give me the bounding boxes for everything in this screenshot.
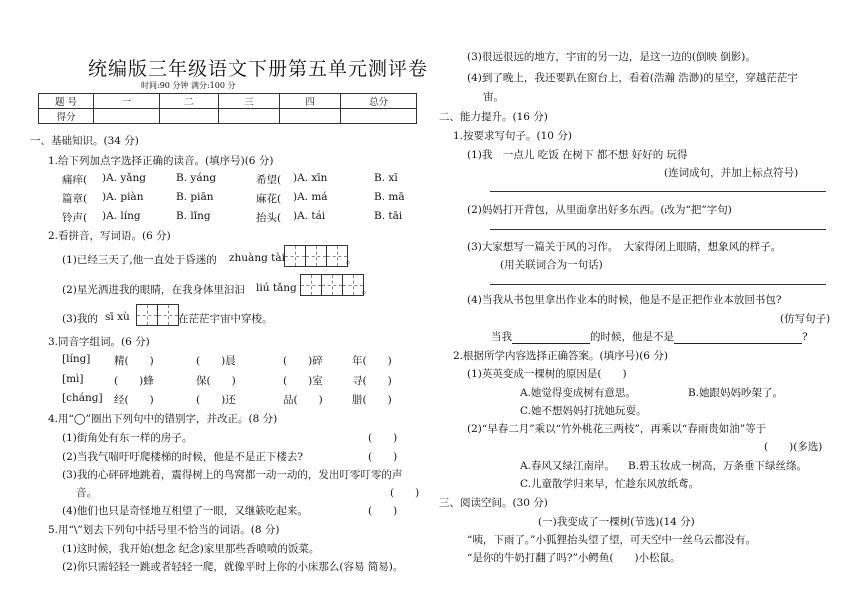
option: B. lǐng [176,210,211,222]
blank-word: 精( ) [114,355,154,367]
answer-line[interactable] [490,191,826,192]
instruction: ( )(多选) [764,441,823,453]
option: C.儿童散学归来早，忙趁东风放纸鸢。 [520,478,699,490]
question-title: 2.看拼音，写词语。(6 分) [48,230,171,242]
option: )A. piàn [102,191,144,203]
pinyin: zhuàng tài [229,252,285,264]
answer-line[interactable] [490,229,826,230]
blank-word: 经( ) [114,394,154,406]
passage-paragraph: “咦，下雨了。”小狐狸抬头望了望，可天空中一丝乌云都没有。 [467,534,756,546]
sentence: 音。 [76,487,97,499]
word: 痛痒( [62,174,88,186]
writing-box[interactable] [136,304,158,326]
answer-paren[interactable]: ( ) [390,487,420,499]
sentence: (2)你只需轻轻一跳或者轻轻一爬，就像平时上你的小床那么(容易 简易)。 [62,561,404,573]
word: 铃声( [62,212,88,224]
punct: 。 [346,254,357,266]
pinyin: sī xù [105,311,130,323]
sentence: (3)我的心砰砰地跳着，震得树上的鸟窝都一动一动的，发出叮零叮零的声 [62,469,403,481]
option: )A. tái [293,210,326,222]
option: B.她跟妈妈吵架了。 [688,387,784,399]
sentence: (1)这时候，我开始(想念 纪念)家里那些香喷喷的饭菜。 [62,543,320,555]
blank-word: 保( ) [196,375,236,387]
sentence: 宙。 [483,91,504,103]
writing-box[interactable] [284,245,306,267]
score-table [38,93,417,124]
option: B. xī [374,172,398,184]
passage-title: (一)我变成了一棵树(节选)(14 分) [538,516,695,528]
option: B. tāi [374,210,403,222]
sentence: (2)当我气喘吁吁爬楼梯的时候，他是不是正下楼去? [62,451,304,463]
score-row-label: 得分 [39,109,94,124]
section-heading: 二、能力提升。(16 分) [439,111,548,123]
instruction: (用关联词合为一句话) [500,259,603,271]
pinyin: [chánɡ] [62,392,103,404]
answer-paren[interactable]: ( ) [368,505,398,517]
fill-text: ? [802,331,808,343]
option: A.她觉得变成树有意思。 [520,387,636,399]
fill-sentence [491,329,808,344]
blank-word: ( )室 [283,375,323,387]
option: )A. yǎng [102,172,147,184]
question-title: 1.给下列加点字选择正确的读音。(填序号)(6 分) [48,155,274,167]
word: 抬头( [256,212,282,224]
option: )A. má [293,191,328,203]
blank-word: 品( ) [283,394,323,406]
option: B.碧玉妆成一树高，万条垂下绿丝绦。 [628,460,808,472]
fill-blank[interactable] [512,332,590,344]
blank-word: ( )晨 [196,355,236,367]
option: )A. xīn [293,172,328,184]
answer-paren[interactable]: ( ) [368,432,398,444]
score-header: 题 号 [39,94,94,109]
writing-box[interactable] [342,274,364,296]
answer-line[interactable] [490,284,826,285]
writing-boxes[interactable] [284,245,347,267]
option: B. mā [374,191,405,203]
pinyin-sentence: (2)星光洒进我的眼睛，在我身体里汩汩 [62,284,245,296]
word: 篇章( [62,193,88,205]
option: A.春风又绿江南岸。 [520,460,615,472]
item: (1)我 一点儿 吃饭 在树下 都不想 好好的 玩得 [467,149,688,161]
word: 希望( [256,174,282,186]
blank-word: ( )碎 [283,355,323,367]
page-title: 统编版三年级语文下册第五单元测评卷 [88,58,429,80]
item: (3)大家想写一篇关于风的习作。 大家得闭上眼睛，想象风的样子。 [467,241,782,253]
score-cell[interactable] [341,109,417,124]
question-title: 4.用“◯”圈出下列句中的错别字，并改正。(8 分) [48,413,278,425]
item: (2)妈妈打开背包，从里面拿出好多东西。(改为“把”字句) [467,204,732,216]
question-title: 3.同音字组词。(6 分) [48,336,150,348]
word: 麻花( [256,193,282,205]
pinyin-sentence: (1)已经三天了,他一直处于昏迷的 [62,254,217,266]
exam-meta: 时间:90 分钟 满分:100 分 [141,81,236,90]
sentence: (1)街角处有东一样的房子。 [62,432,193,444]
question-title: 1.按要求写句子。(10 分) [453,130,572,142]
score-cell[interactable] [219,109,280,124]
question-title: 5.用“\”划去下列句中括号里不恰当的词语。(8 分) [48,524,280,536]
writing-boxes[interactable] [300,274,363,296]
score-header: 总分 [341,94,417,109]
option: C.她不想妈妈打扰她玩耍。 [520,405,647,417]
score-cell[interactable] [160,109,219,124]
blank-word: ( )还 [196,394,236,406]
sentence: (4)他们也只是奇怪地互相望了一眼，又继簌吃起来。 [62,505,308,517]
score-header: 一 [94,94,160,109]
item: (2)“早春二月”乘以“竹外桃花三两枝”，再乘以“春雨贵如油”等于 [467,423,767,435]
writing-box[interactable] [157,304,179,326]
writing-box[interactable] [305,245,327,267]
section-heading: 一、基础知识。(34 分) [30,135,139,147]
score-header: 二 [160,94,219,109]
score-cell[interactable] [280,109,341,124]
option: )A. líng [102,210,141,222]
blank-word: ( )蜂 [114,375,154,387]
fill-text: 当我 [491,331,512,343]
writing-box[interactable] [321,274,343,296]
pinyin: liú tǎng [256,282,297,294]
sentence: (3)很远很远的地方，宇宙的另一边，是这一边的(倒映 倒影)。 [467,51,756,63]
pinyin: [mì] [62,373,84,385]
question-title: 2.根据所学内容选择正确答案。(填序号)(6 分) [453,350,668,362]
blank-word: 寻( ) [352,375,392,387]
sentence: (4)到了晚上，我还要趴在窗台上，看着(浩瀚 浩渺)的星空，穿越茫茫宇 [467,72,798,84]
pinyin-sentence: (3)我的 [62,313,98,325]
item: (1)英英变成一棵树的原因是( ) [467,368,627,380]
writing-box[interactable] [326,245,348,267]
option: B. piān [176,191,214,203]
blank-word: 腊( ) [352,394,392,406]
passage-paragraph: “是你的牛奶打翻了吗?”小鳄鱼( )小松鼠。 [467,552,681,564]
pinyin: [líng] [62,353,91,365]
fill-text: 的时候，他是不是 [590,331,674,343]
writing-box[interactable] [300,274,322,296]
answer-paren[interactable]: ( ) [368,451,398,463]
instruction: (连词成句，并加上标点符号) [664,167,799,179]
instruction: (仿写句子) [780,313,831,325]
writing-boxes[interactable] [136,304,178,326]
sentence-tail: 在茫茫宇宙中穿梭。 [178,313,273,325]
fill-blank[interactable] [674,332,802,344]
punct: 。 [362,284,373,296]
item: (4)当我从书包里拿出作业本的时候，他是不是正把作业本放回书包? [467,294,782,306]
score-header: 三 [219,94,280,109]
score-cell[interactable] [94,109,160,124]
option: B. yáng [176,172,217,184]
section-heading: 三、阅读空间。(30 分) [439,497,548,509]
score-header: 四 [280,94,341,109]
blank-word: 年( ) [352,355,392,367]
